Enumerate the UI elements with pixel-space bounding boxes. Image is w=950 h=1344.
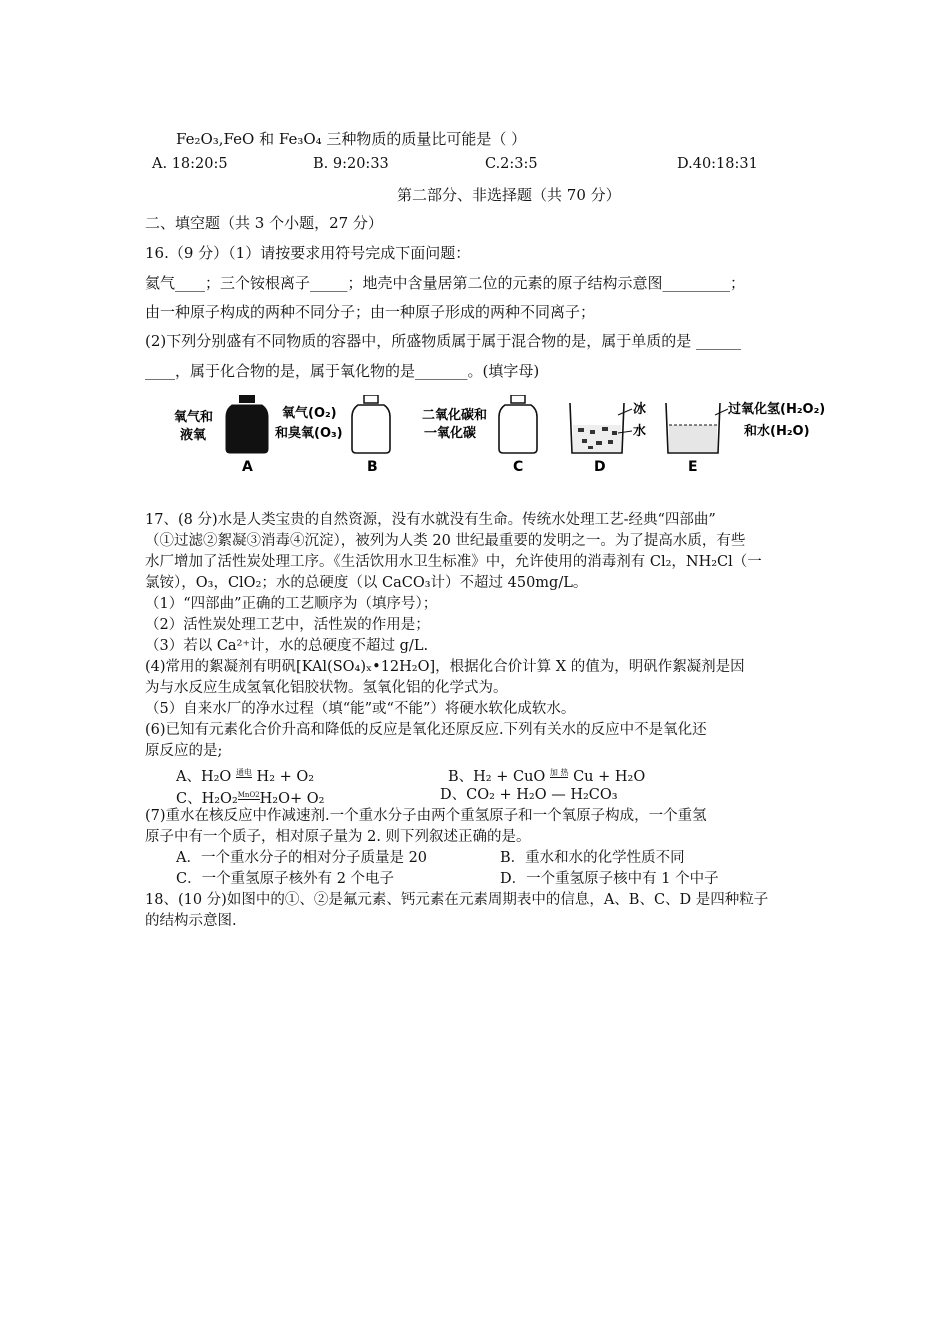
beaker-e-pointer — [715, 409, 728, 415]
q17-line1: 17、(8 分)水是人类宝贵的自然资源，没有水就没有生命。传统水处理工艺-经典“四部曲” — [145, 512, 716, 528]
q17-line2: （①过滤②絮凝③消毒④沉淀），被列为人类 20 世纪最重要的发明之一。为了提高水质，有些 — [145, 533, 746, 549]
q17-sub2: （2）活性炭处理工艺中，活性炭的作用是； — [145, 617, 430, 633]
q17-sub4: (4)常用的絮凝剂有明矾[KAl(SO₄)ₓ•12H₂O]，根据化合价计算 X 的值为，明矾作絮凝剂是因 — [145, 659, 745, 675]
container-d-caption: D — [594, 459, 606, 475]
reaction-c-condition: MnO2 — [237, 791, 260, 799]
q17-sub7-cont: 原子中有一个质子，相对原子量为 2. 则下列叙述正确的是。 — [145, 829, 531, 845]
containers-figure-svg — [170, 395, 850, 475]
bottle-a-body — [226, 405, 268, 453]
containers-figure — [170, 395, 850, 475]
container-b-label-2: 和臭氧(O₃) — [275, 426, 343, 441]
section2-title: 第二部分、非选择题（共 70 分） — [397, 186, 621, 204]
q15-option-d: D.40:18:31 — [677, 156, 758, 172]
container-b — [275, 395, 390, 475]
container-d-label-2: 水 — [633, 424, 647, 439]
q16-line5: ____，属于化合物的是，属于氧化物的是_______。(填字母) — [145, 362, 540, 380]
q15-option-b: B. 9:20:33 — [313, 156, 389, 172]
reaction-a — [176, 763, 314, 787]
q16-line2: 氦气____；三个铵根离子_____；地壳中含量居第二位的元素的原子结构示意图_________； — [145, 274, 746, 292]
q17-sub4-cont: 为与水反应生成氢氧化铝胶状物。氢氧化铝的化学式为。 — [145, 680, 508, 696]
reaction-c-left: C、H₂O₂ — [176, 791, 238, 807]
q17-sub1: （1）“四部曲”正确的工艺顺序为（填序号）； — [145, 596, 438, 612]
beaker-e-liquid — [669, 425, 717, 452]
container-c — [422, 395, 537, 475]
reaction-d: D、CO₂ + H₂O — H₂CO₃ — [440, 787, 618, 803]
container-a-label-2: 液氧 — [180, 428, 207, 443]
container-d-label-1: 冰 — [633, 402, 647, 417]
q17-option-d: D．一个重氢原子核中有 1 个中子 — [500, 871, 719, 887]
reaction-b — [448, 763, 645, 787]
container-e-caption: E — [688, 459, 698, 475]
reaction-b-left: B、H₂ + CuO — [448, 769, 550, 785]
q18-line2: 的结构示意图. — [145, 913, 237, 929]
bottle-a-cap — [239, 395, 255, 403]
q17-sub5: （5）自来水厂的净水过程（填“能”或“不能”）将硬水软化成软水。 — [145, 701, 576, 717]
q15-stem: Fe₂O₃,FeO 和 Fe₃O₄ 三种物质的质量比可能是（ ） — [176, 130, 527, 148]
container-e-label-1: 过氧化氢(H₂O₂) — [728, 402, 826, 417]
container-a — [174, 395, 268, 475]
reaction-a-condition: 通电 — [235, 768, 252, 777]
q17-line3: 水厂增加了活性炭处理工序。《生活饮用水卫生标准》中，允许使用的消毒剂有 Cl₂，NH₂Cl（一 — [145, 554, 762, 570]
q17-sub6-cont: 原反应的是; — [145, 743, 223, 759]
fill-section-title: 二、填空题（共 3 个小题，27 分） — [145, 214, 383, 232]
q15-option-a: A. 18:20:5 — [152, 156, 228, 172]
bottle-c-body — [499, 405, 537, 453]
reaction-a-right: H₂ + O₂ — [251, 769, 315, 785]
container-b-label-1: 氧气(O₂) — [282, 406, 337, 421]
q17-sub7: (7)重水在核反应中作减速剂.一个重水分子由两个重氢原子和一个氧原子构成，一个重氢 — [145, 808, 707, 824]
reaction-b-right: Cu + H₂O — [568, 769, 646, 785]
q17-option-a: A．一个重水分子的相对分子质量是 20 — [176, 850, 428, 866]
reaction-c-right: H₂O+ O₂ — [259, 791, 325, 807]
q16-line3: 由一种原子构成的两种不同分子；由一种原子形成的两种不同离子； — [145, 303, 596, 321]
q17-option-c: C．一个重氢原子核外有 2 个电子 — [176, 871, 395, 887]
container-c-label-1: 二氧化碳和 — [422, 408, 488, 423]
bottle-b-cap — [364, 395, 378, 403]
container-c-label-2: 一氧化碳 — [424, 426, 477, 441]
q17-option-b: B．重水和水的化学性质不同 — [500, 850, 685, 866]
reaction-b-condition: 加 热 — [549, 768, 569, 777]
beaker-d-pointer-1 — [618, 409, 632, 415]
container-e-label-2: 和水(H₂O) — [744, 424, 810, 439]
q16-line4: (2)下列分别盛有不同物质的容器中，所盛物质属于属于混合物的是，属于单质的是 ______ — [145, 332, 742, 350]
container-a-caption: A — [242, 459, 253, 475]
bottle-c-cap — [511, 395, 525, 403]
q17-sub6: (6)已知有元素化合价升高和降低的反应是氧化还原反应.下列有关水的反应中不是氧化还 — [145, 722, 707, 738]
q15-option-c: C.2:3:5 — [485, 156, 538, 172]
container-e — [666, 401, 825, 475]
reaction-a-left: A、H₂O — [176, 769, 236, 785]
container-b-caption: B — [367, 459, 378, 475]
q18-line1: 18、(10 分)如图中的①、②是氟元素、钙元素在元素周期表中的信息，A、B、C、D 是四种粒子 — [145, 892, 769, 908]
container-c-caption: C — [513, 459, 524, 475]
bottle-b-body — [352, 405, 390, 453]
q17-sub3: （3）若以 Ca²⁺计，水的总硬度不超过 g/L. — [145, 638, 429, 654]
container-d — [570, 402, 646, 475]
q16-line1: 16.（9 分）（1）请按要求用符号完成下面问题： — [145, 244, 471, 262]
q17-line4: 氯铵），O₃，ClO₂；水的总硬度（以 CaCO₃计）不超过 450mg/L。 — [145, 575, 588, 591]
container-a-label-1: 氧气和 — [174, 410, 214, 425]
